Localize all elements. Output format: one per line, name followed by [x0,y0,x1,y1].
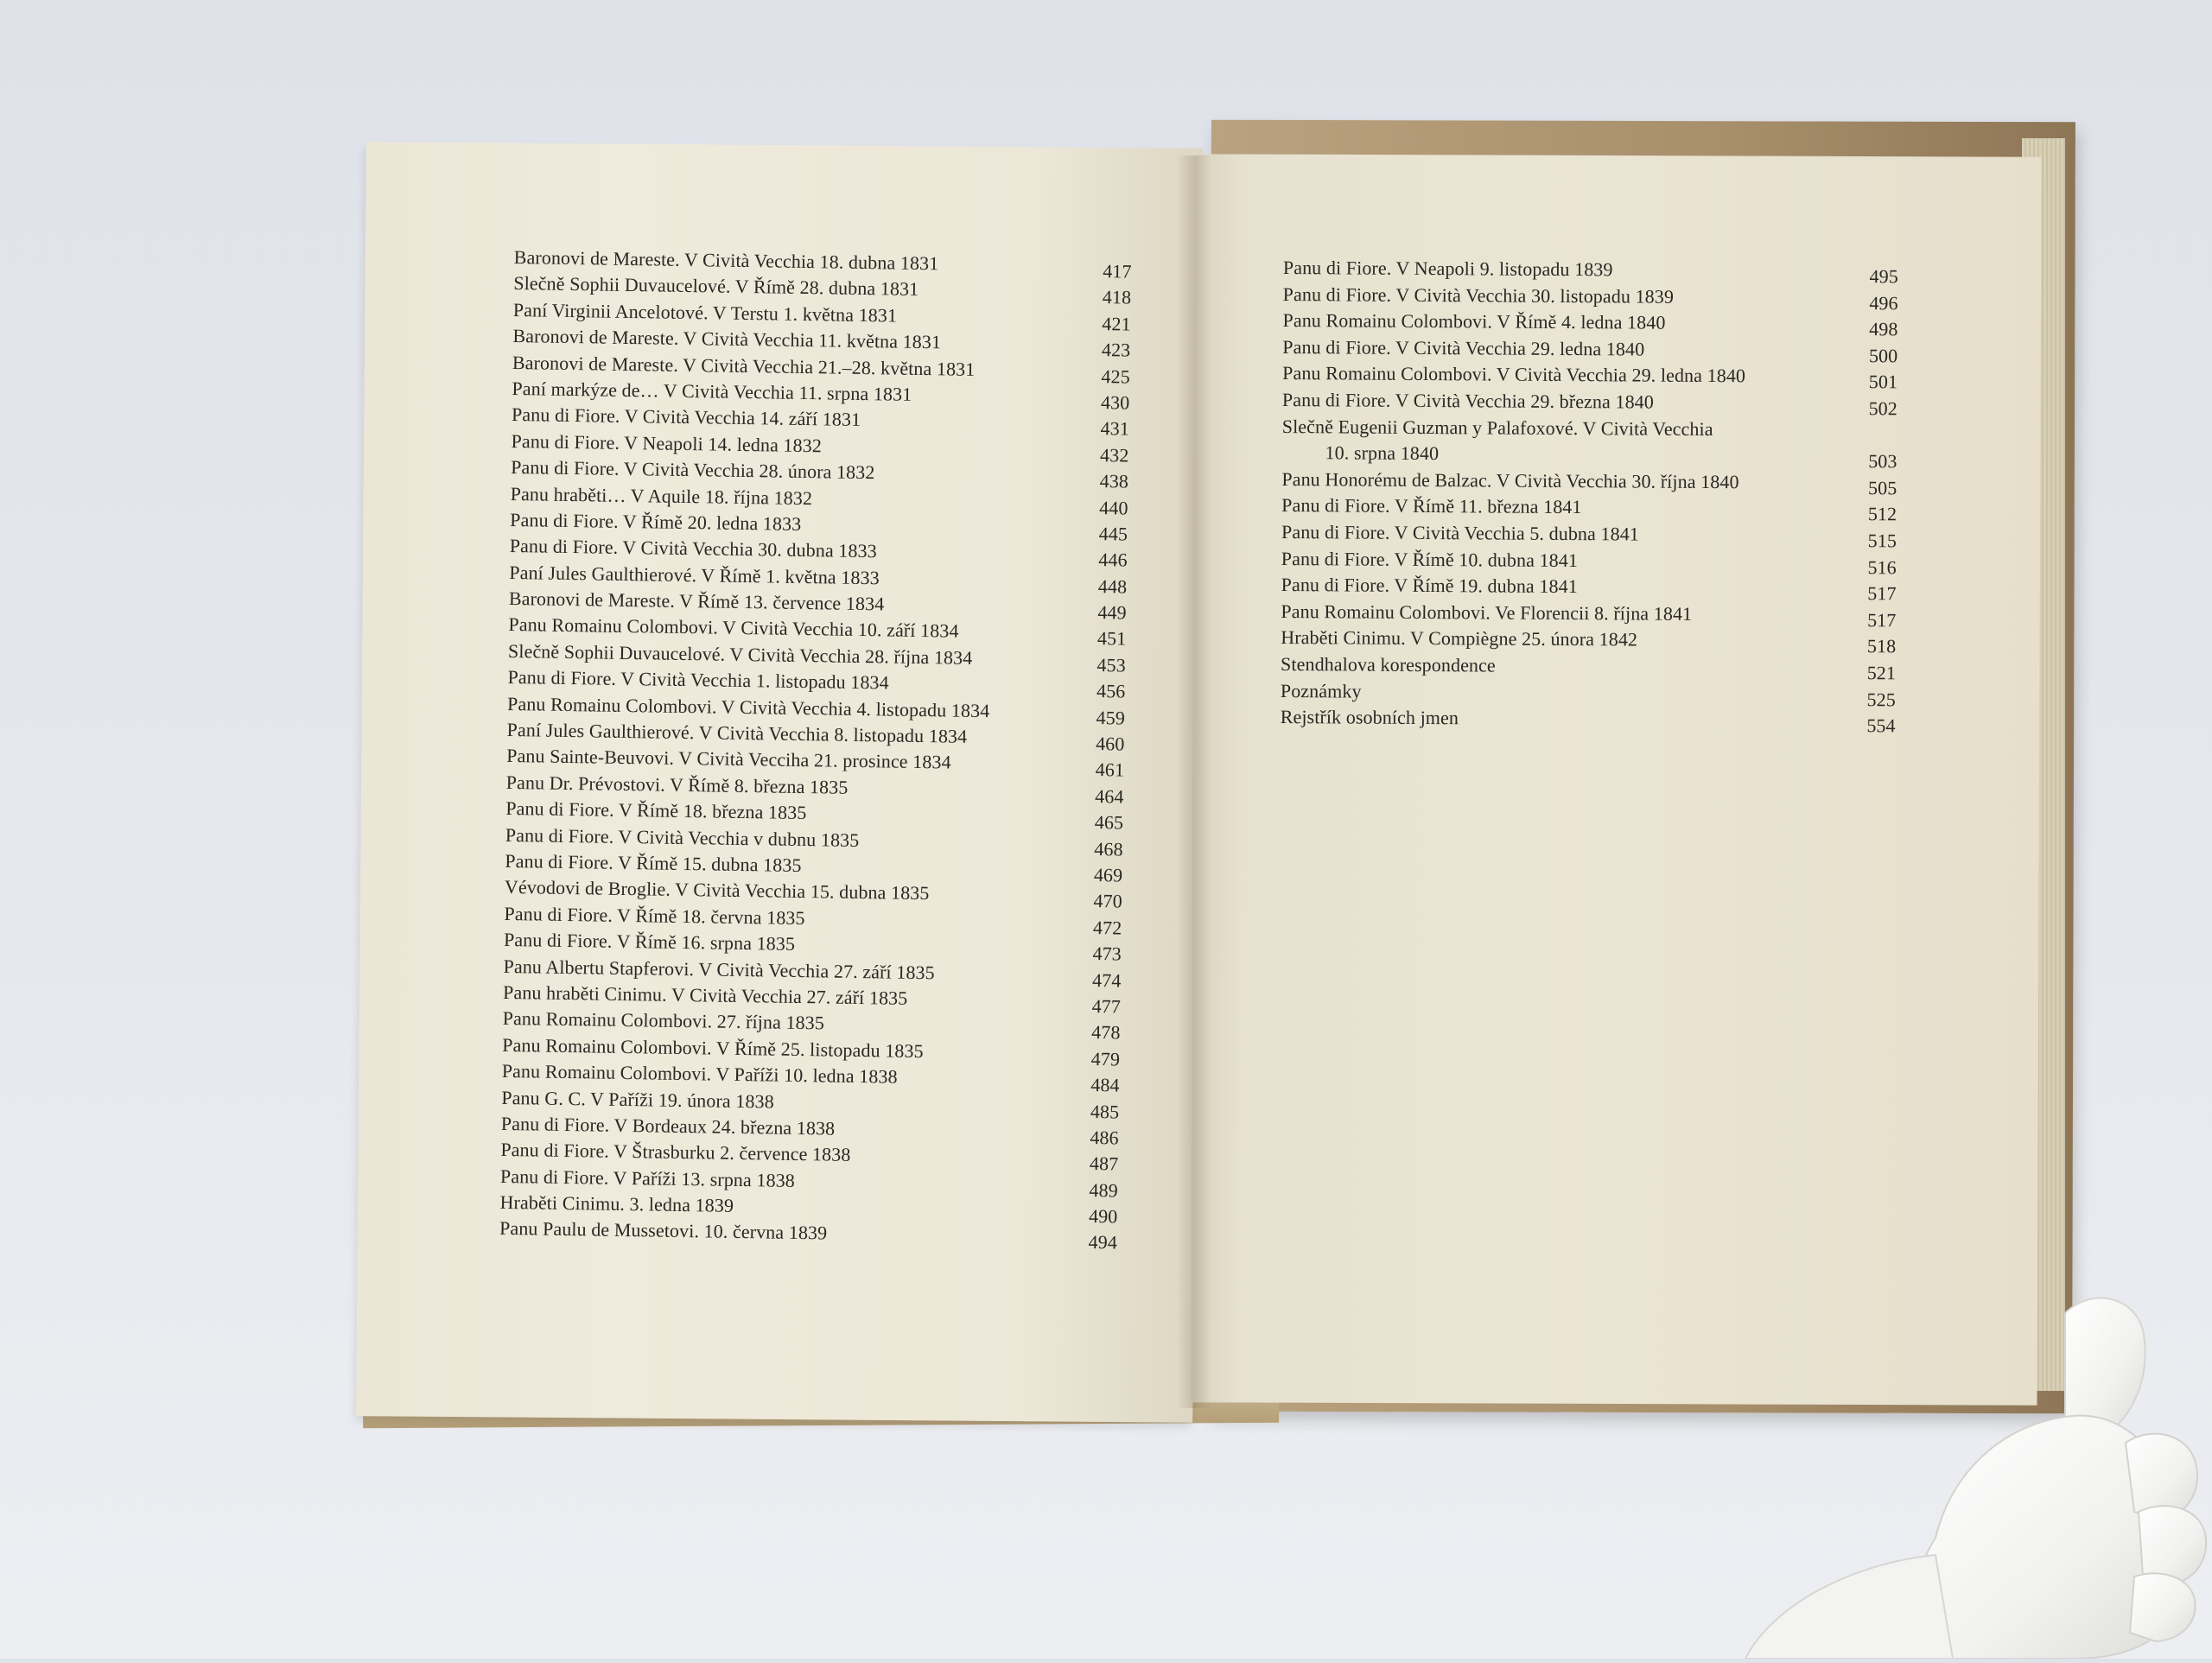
toc-entry-page-number: 456 [1096,680,1126,702]
toc-entry-title-text: Baronovi de Mareste. V Cività Vecchia 21.–28. května 1831 [512,351,976,380]
toc-entry-title-text: Panu di Fiore. V Cività Vecchia 14. září 1831 [511,403,861,431]
toc-entry-title-text: Panu di Fiore. V Římě 20. ledna 1833 [510,508,802,535]
toc-entry-page-number: 425 [1101,365,1130,388]
toc-entry-title-text: Panu Paulu de Mussetovi. 10. června 1839 [499,1217,828,1244]
toc-entry-page-number: 485 [1090,1100,1120,1122]
toc-entry-title [1281,599,1834,629]
book-gutter [1177,156,1211,1408]
toc-entry-title [1281,519,1834,549]
toc-entry [1281,467,1897,497]
toc-entry-title-text: Paní Jules Gaulthierové. V Římě 1. května 1833 [509,561,880,589]
toc-entry-page-number: 461 [1095,759,1125,781]
toc-entry-page-number: 501 [1868,371,1898,393]
toc-entry-page-number: 503 [1868,449,1897,472]
toc-entry-title-text: Panu Romainu Colombovi. V Cività Vecchia 29. ledna 1840 [1282,362,1746,387]
toc-entry-page-number: 512 [1867,503,1897,525]
toc-entry-page-number: 448 [1097,574,1128,598]
toc-entry-page-number: 502 [1868,397,1898,420]
toc-entry-title-text: Panu Sainte-Beuvovi. V Cività Vecciha 21. prosince 1834 [506,745,951,773]
toc-entry [1281,572,1897,605]
table-of-contents-right [1280,255,1898,737]
toc-entry-page-number: 445 [1098,522,1128,545]
toc-entry-page-number: 449 [1097,601,1127,624]
white-glove-hand [1382,1279,2212,1659]
toc-entry-title-text: Hraběti Cinimu. V Compiègne 25. února 1842 [1281,626,1638,651]
toc-entry-title-text: Panu Honorému de Balzac. V Cività Vecchia 30. října 1840 [1281,467,1739,492]
toc-entry [1282,414,1897,471]
toc-entry-title-text: Panu di Fiore. V Neapoli 14. ledna 1832 [511,429,823,457]
toc-entry [1281,625,1896,655]
toc-entry-title-text: Panu di Fiore. V Cività Vecchia v dubnu 1835 [505,823,860,851]
toc-entry-page-number: 465 [1094,811,1124,834]
toc-entry-title-text: Panu di Fiore. V Bordeaux 24. března 1838 [500,1112,836,1139]
toc-entry-title [1283,255,1836,285]
toc-entry-title [1281,625,1834,655]
toc-entry-page-number: 505 [1867,476,1897,499]
toc-entry-title [1281,546,1834,576]
toc-entry-title-text: Stendhalova korespondence [1281,652,1496,676]
toc-entry-page-number: 459 [1096,706,1126,729]
toc-entry-page-number: 477 [1091,994,1122,1018]
toc-entry-title-text: Panu Romainu Colombovi. Ve Florencii 8. října 1841 [1281,600,1693,625]
toc-entry-page-number: 468 [1094,837,1123,860]
toc-entry-title-text: Panu di Fiore. V Cività Vecchia 29. ledna 1840 [1282,335,1645,360]
toc-entry-title-text: Panu hraběti… V Aquile 18. října 1832 [510,482,813,509]
toc-entry-title-text: Slečně Sophii Duvaucelové. V Cività Vecchia 28. října 1834 [507,639,973,669]
toc-entry-title-text: Panu Romainu Colombovi. 27. října 1835 [502,1007,825,1034]
toc-entry-title-text: Panu Romainu Colombovi. V Římě 25. listopadu 1835 [502,1033,924,1062]
table-of-contents-left [499,244,1132,1254]
toc-entry-page-number: 453 [1096,653,1127,676]
toc-entry-page-number: 521 [1866,662,1897,684]
toc-entry [1281,599,1897,632]
toc-entry-title-text: Panu Romainu Colombovi. V Cività Vecchia 10. září 1834 [508,613,959,643]
toc-entry-page-number: 490 [1088,1205,1118,1228]
toc-entry-page-number: 525 [1866,688,1896,710]
toc-entry-title-text: Panu di Fiore. V Cività Vecchia 1. listopadu 1834 [507,666,889,694]
toc-entry [1281,677,1896,708]
toc-entry [1282,255,1898,288]
toc-entry-title-text: Panu di Fiore. V Římě 11. března 1841 [1281,494,1582,518]
toc-entry [1281,519,1897,552]
toc-entry-title-text: Rejstřík osobních jmen [1280,706,1459,729]
toc-entry [1283,282,1898,312]
toc-entry [1282,308,1897,338]
toc-entry-title-text: Panu Romainu Colombovi. V Paříži 10. ledna 1838 [501,1060,898,1088]
toc-entry [1282,360,1898,393]
toc-entry-page-number: 421 [1102,312,1131,335]
toc-entry-title-text: Panu di Fiore. V Římě 15. dubna 1835 [505,849,802,876]
toc-entry-page-number: 474 [1091,968,1122,992]
toc-entry-page-number: 417 [1103,260,1132,282]
toc-entry-page-number: 472 [1092,916,1122,939]
toc-entry-title-text: Panu Albertu Stapferovi. V Cività Vecchia 27. září 1835 [503,955,935,983]
toc-entry-page-number: 489 [1089,1178,1119,1202]
toc-entry-page-number: 495 [1869,265,1898,288]
toc-entry-title-text: Panu di Fiore. V Štrasburku 2. července 1838 [500,1139,851,1166]
toc-entry-title [1281,572,1834,602]
toc-entry-title-text: Panu Dr. Prévostovi. V Římě 8. března 1835 [505,771,849,798]
toc-entry-title-text: Panu di Fiore. V Římě 10. dubna 1841 [1281,547,1579,571]
toc-entry-title-continuation: 10. srpna 1840 [1325,441,1440,465]
toc-entry-title-text: Panu Romainu Colombovi. V Římě 4. ledna 1840 [1282,309,1666,333]
toc-entry [1281,387,1898,420]
toc-entry-page-number: 451 [1096,627,1127,651]
toc-entry [1280,704,1896,737]
toc-entry-title [1283,282,1836,312]
toc-entry-title [1282,308,1835,338]
toc-entry-page-number: 470 [1093,890,1122,912]
toc-entry-title-text: Panu di Fiore. V Římě 16. srpna 1835 [503,929,796,955]
toc-entry-title [1281,677,1834,708]
toc-entry-page-number: 418 [1102,286,1132,308]
toc-entry-title-text: Panu di Fiore. V Římě 18. března 1835 [505,797,807,824]
toc-entry-title-text: Slečně Eugenii Guzman y Palafoxové. V Cività Vecchia [1281,415,1713,440]
toc-entry-title-text: Vévodovi de Broglie. V Cività Vecchia 15. dubna 1835 [504,876,930,904]
toc-entry [1281,492,1897,523]
toc-entry-page-number: 440 [1099,496,1128,519]
toc-entry-page-number: 430 [1100,391,1130,414]
toc-entry-title-text: Slečně Sophii Duvaucelové. V Římě 28. dubna 1831 [513,272,919,301]
toc-entry-title-text: Baronovi de Mareste. V Cività Vecchia 18. dubna 1831 [513,245,939,275]
toc-entry-title [1281,492,1834,523]
toc-entry-page-number: 431 [1100,417,1130,440]
toc-entry-title-text: Panu G. C. V Paříži 19. února 1838 [501,1086,774,1113]
toc-entry-page-number: 517 [1867,582,1897,605]
toc-entry [1281,651,1896,682]
toc-entry-page-number: 554 [1866,714,1896,737]
toc-entry-title-text: Baronovi de Mareste. V Římě 13. července 1834 [508,587,885,615]
toc-entry-title-text: Poznámky [1280,679,1362,702]
toc-entry-title [1282,334,1835,365]
toc-entry-title-text: Panu di Fiore. V Římě 18. června 1835 [504,902,805,929]
toc-entry-title-text: Panu di Fiore. V Cività Vecchia 28. února 1832 [510,456,875,484]
toc-entry-title [1282,414,1835,470]
toc-entry-page-number: 518 [1866,635,1897,657]
toc-entry [1282,334,1897,365]
toc-entry-page-number: 498 [1869,318,1898,340]
toc-entry-title-text: Panu di Fiore. V Římě 19. dubna 1841 [1281,574,1578,598]
toc-entry-title-text: Panu Romainu Colombovi. V Cività Vecchia 4. listopadu 1834 [506,692,990,721]
toc-entry-title [1282,387,1835,417]
toc-entry-title-text: Paní markýze de… V Cività Vecchia 11. srpna 1831 [512,377,912,405]
toc-entry-title-text: Panu di Fiore. V Cività Vecchia 30. dubna 1833 [509,535,877,562]
toc-entry-title-text: Panu di Fiore. V Cività Vecchia 29. března 1840 [1281,388,1655,413]
toc-entry-title-text: Panu di Fiore. V Paříži 13. srpna 1838 [499,1165,796,1191]
toc-entry-page-number: 423 [1101,339,1131,361]
toc-entry-title [1282,360,1835,390]
toc-entry-page-number: 517 [1867,608,1897,632]
toc-entry-page-number: 438 [1099,470,1129,492]
toc-entry-title-text: Panu di Fiore. V Cività Vecchia 30. listopadu 1839 [1282,282,1675,308]
toc-entry-title [1281,467,1834,497]
toc-entry-page-number: 496 [1869,291,1898,314]
toc-entry-title-text: Panu hraběti Cinimu. V Cività Vecchia 27. září 1835 [502,981,908,1009]
toc-entry-page-number: 432 [1099,443,1129,467]
toc-entry-page-number: 484 [1090,1074,1120,1096]
toc-entry-title-text: Baronovi de Mareste. V Cività Vecchia 11. května 1831 [512,325,942,353]
toc-entry-title-text: Panu di Fiore. V Cività Vecchia 5. dubna 1841 [1281,520,1640,545]
toc-entry-title [1281,651,1834,682]
toc-entry-page-number: 469 [1093,864,1123,886]
toc-entry-page-number: 516 [1867,555,1897,578]
toc-entry-title-text: Panu di Fiore. V Neapoli 9. listopadu 1839 [1282,256,1613,281]
toc-entry-page-number: 473 [1092,943,1122,965]
toc-entry-page-number: 515 [1867,530,1897,552]
toc-entry-page-number: 446 [1098,549,1128,571]
toc-entry [1281,546,1897,576]
toc-entry-page-number: 486 [1090,1126,1119,1149]
toc-entry-page-number: 460 [1096,733,1125,755]
toc-entry-title-text: Paní Virginii Ancelotové. V Terstu 1. května 1831 [512,298,898,327]
toc-entry-page-number: 500 [1868,344,1898,367]
toc-entry-page-number: 464 [1095,784,1124,808]
toc-entry-page-number: 478 [1091,1021,1121,1044]
toc-entry-page-number: 494 [1088,1231,1118,1254]
toc-entry-page-number: 487 [1089,1152,1119,1175]
toc-entry-page-number: 479 [1090,1047,1121,1070]
toc-entry-title-text: Hraběti Cinimu. 3. ledna 1839 [499,1190,734,1216]
toc-entry-title-text: Paní Jules Gaulthierové. V Cività Vecchia 8. listopadu 1834 [506,718,968,747]
toc-entry-title [1281,704,1834,734]
